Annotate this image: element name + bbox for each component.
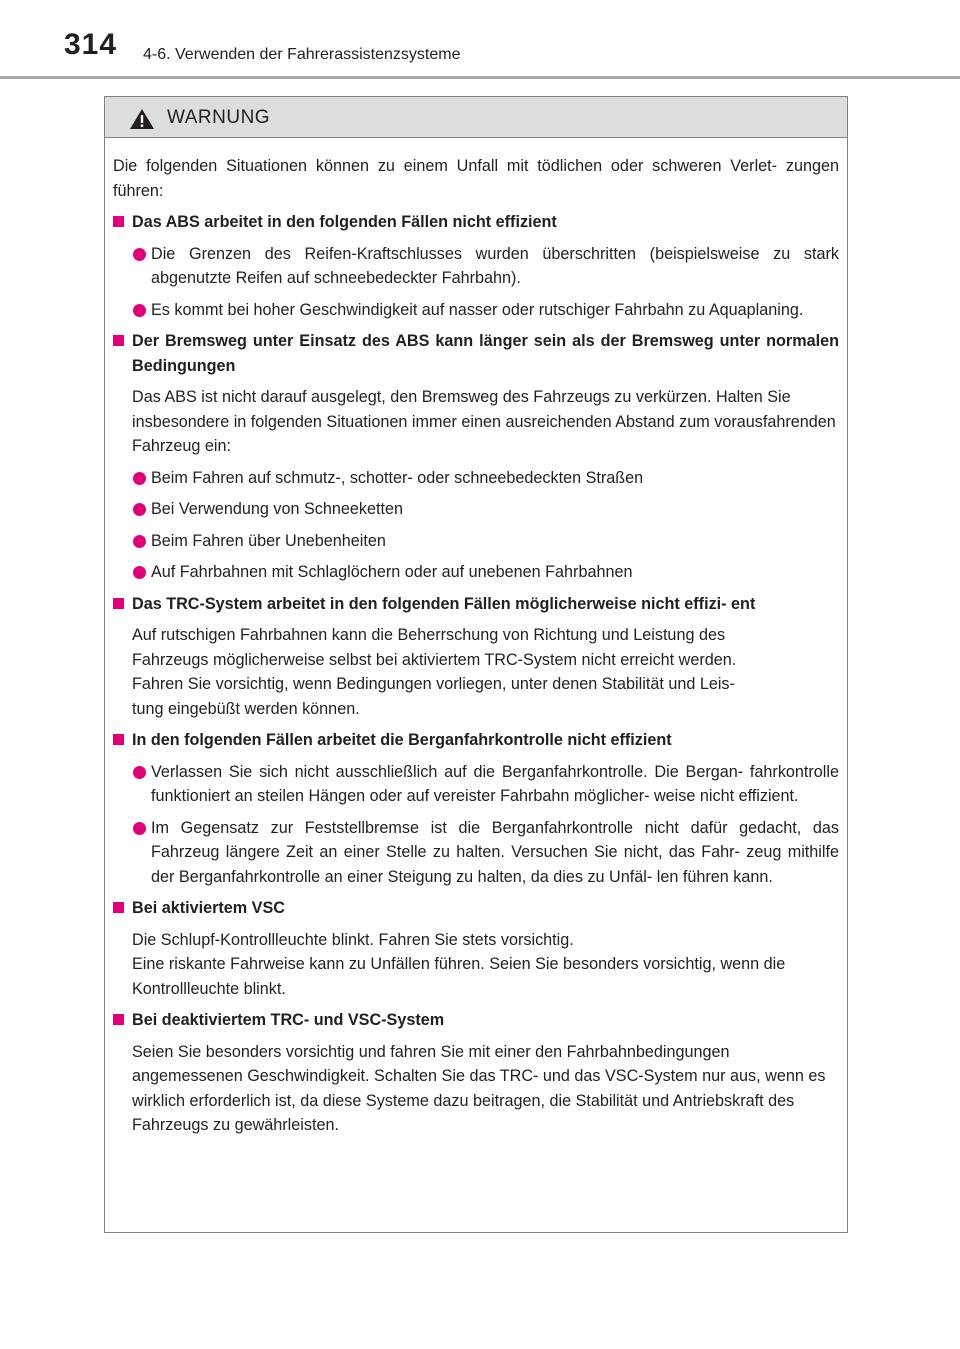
square-bullet-icon bbox=[113, 335, 124, 346]
warning-title: WARNUNG bbox=[167, 107, 271, 128]
header-rule bbox=[0, 76, 960, 79]
warning-header bbox=[105, 97, 847, 138]
warning-body bbox=[105, 138, 847, 1138]
section-heading-abs: Das ABS arbeitet in den folgenden Fällen nicht effizient bbox=[113, 210, 839, 235]
square-bullet-icon bbox=[113, 734, 124, 745]
section-heading-trc-vsc-off: Bei deaktiviertem TRC- und VSC-System bbox=[113, 1008, 839, 1033]
circle-bullet-icon bbox=[133, 472, 146, 485]
list-item: Bei Verwendung von Schneeketten bbox=[113, 497, 839, 522]
section-heading-trc: Das TRC-System arbeitet in den folgenden Fällen möglicherweise nicht effizi- ent bbox=[113, 592, 839, 617]
page-header bbox=[0, 0, 960, 80]
section-text: Die Schlupf-Kontrollleuchte blinkt. Fahren Sie stets vorsichtig. Eine riskante Fahrweise kann zu Unfällen führen. Seien Sie besonders vorsichtig, wenn die Kontrollleuchte blinkt. bbox=[132, 930, 786, 998]
circle-bullet-icon bbox=[133, 566, 146, 579]
section-heading-bremsweg: Der Bremsweg unter Einsatz des ABS kann länger sein als der Bremsweg unter normalen Bedingungen bbox=[113, 329, 839, 378]
warning-triangle-icon bbox=[129, 108, 155, 130]
circle-bullet-icon bbox=[133, 822, 146, 835]
section-text: Das ABS ist nicht darauf ausgelegt, den Bremsweg des Fahrzeugs zu verkürzen. Halten Sie insbesondere in folgenden Situationen immer einen ausreichenden Abstand zum vorausfahrenden Fahrzeug ein: bbox=[132, 388, 836, 455]
square-bullet-icon bbox=[113, 598, 124, 609]
list-item: Auf Fahrbahnen mit Schlaglöchern oder auf unebenen Fahrbahnen bbox=[113, 560, 839, 585]
circle-bullet-icon bbox=[133, 304, 146, 317]
square-bullet-icon bbox=[113, 1014, 124, 1025]
list-item: Beim Fahren über Unebenheiten bbox=[113, 529, 839, 554]
circle-bullet-icon bbox=[133, 766, 146, 779]
list-item: Die Grenzen des Reifen-Kraftschlusses wurden überschritten (beispielsweise zu stark abgenutzte Reifen auf schneebedeckter Fahrbahn). bbox=[113, 242, 839, 291]
square-bullet-icon bbox=[113, 216, 124, 227]
warning-box bbox=[104, 96, 848, 1233]
list-item: Es kommt bei hoher Geschwindigkeit auf nasser oder rutschiger Fahrbahn zu Aquaplaning. bbox=[113, 298, 839, 323]
section-heading-berganfahrkontrolle: In den folgenden Fällen arbeitet die Berganfahrkontrolle nicht effizient bbox=[113, 728, 839, 753]
list-item: Beim Fahren auf schmutz-, schotter- oder schneebedeckten Straßen bbox=[113, 466, 839, 491]
section-text: Auf rutschigen Fahrbahnen kann die Beherrschung von Richtung und Leistung des Fahrzeugs möglicherweise selbst bei aktiviertem TRC-System nicht erreicht werden. Fahren Sie vorsichtig, wenn Bedingungen vorliegen, unter denen Stabilität und Leis- tung eingebüßt werden können. bbox=[132, 626, 737, 718]
section-title: 4-6. Verwenden der Fahrerassistenzsysteme bbox=[143, 46, 461, 63]
list-item: Verlassen Sie sich nicht ausschließlich auf die Berganfahrkontrolle. Die Bergan- fahrkontrolle funktioniert an steilen Hängen oder auf vereister Fahrbahn möglicher- weise nicht effizient. bbox=[113, 760, 839, 809]
page-number: 314 bbox=[64, 28, 118, 61]
section-heading-vsc: Bei aktiviertem VSC bbox=[113, 896, 839, 921]
intro-text: Die folgenden Situationen können zu einem Unfall mit tödlichen oder schweren Verlet- zungen führen: bbox=[113, 157, 839, 200]
list-item: Im Gegensatz zur Feststellbremse ist die Berganfahrkontrolle nicht dafür gedacht, das Fahrzeug längere Zeit an einer Stelle zu halten. Versuchen Sie nicht, das Fahr- zeug mithilfe der Berganfahrkontrolle an einer Steigung zu halten, da dies zu Unfäl- len führen kann. bbox=[113, 816, 839, 890]
square-bullet-icon bbox=[113, 902, 124, 913]
circle-bullet-icon bbox=[133, 503, 146, 516]
circle-bullet-icon bbox=[133, 535, 146, 548]
section-text: Seien Sie besonders vorsichtig und fahren Sie mit einer den Fahrbahnbedingungen angemessenen Geschwindigkeit. Schalten Sie das TRC- und das VSC-System nur aus, wenn es wirklich erforderlich ist, da diese Systeme dazu beitragen, die Stabilität und Antriebskraft des Fahrzeugs zu gewährleisten. bbox=[132, 1042, 826, 1134]
circle-bullet-icon bbox=[133, 248, 146, 261]
